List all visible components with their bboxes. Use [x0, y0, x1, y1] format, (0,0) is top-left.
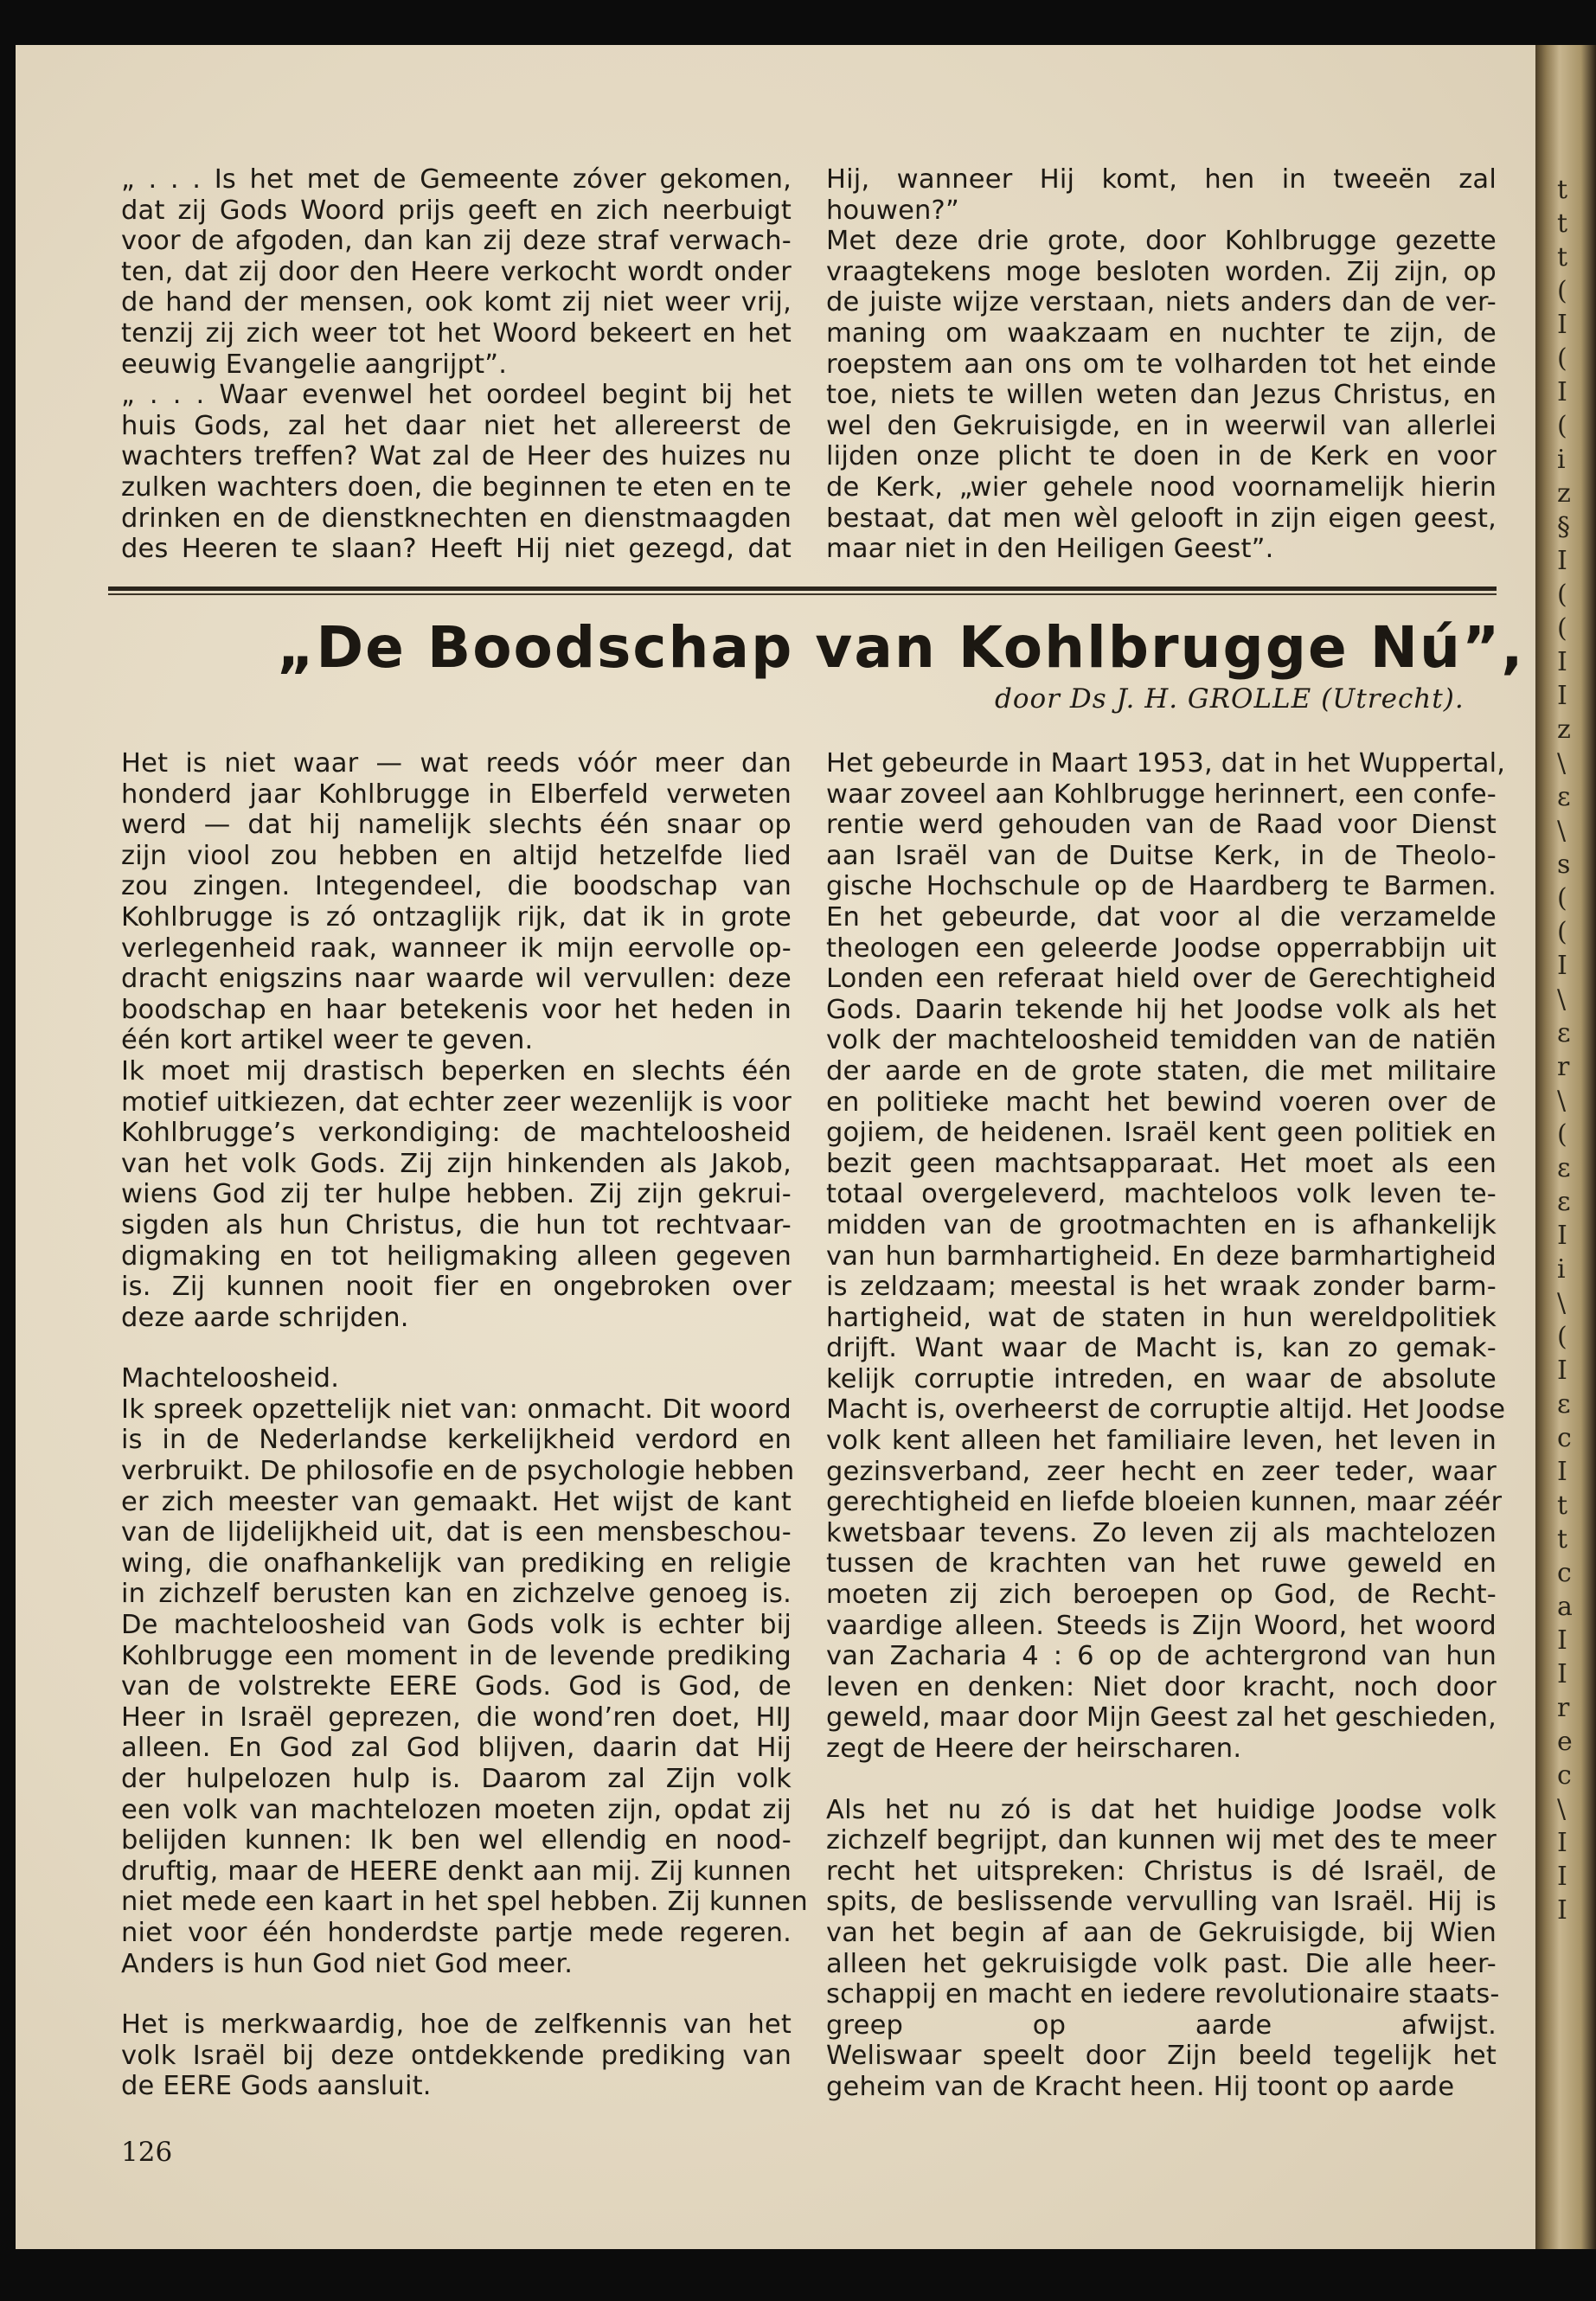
text-line: van Zacharia 4 : 6 op de achtergrond van hun [826, 1641, 1497, 1672]
margin-letter: I [1557, 310, 1567, 340]
text-line: sigden als hun Christus, die hun tot rechtvaar- [121, 1209, 792, 1240]
paragraph [121, 1394, 808, 1979]
text-line: dracht enigszins naar waarde wil vervullen: deze [121, 964, 792, 995]
margin-letter: t [1557, 175, 1568, 205]
text-line: gojiem, de heidenen. Israël kent geen politiek en [826, 1118, 1497, 1149]
margin-letter: \ [1557, 984, 1567, 1015]
margin-letter: \ [1557, 748, 1567, 779]
text-line: leven en denken: Niet door kracht, noch door [826, 1671, 1497, 1702]
article-title: „De Boodschap van Kohlbrugge Nú”, [277, 614, 1525, 681]
text-line: eeuwig Evangelie aangrijpt”. [121, 349, 508, 380]
text-line: maning om waakzaam en nuchter te zijn, de [826, 317, 1497, 349]
page-number: 126 [121, 2137, 173, 2168]
text-line: gerechtigheid en liefde bloeien kunnen, maar zéér [826, 1487, 1503, 1518]
margin-letter: ( [1557, 1119, 1567, 1150]
text-line: roepstem aan ons om te volharden tot het einde [826, 349, 1497, 380]
margin-letter: ( [1557, 411, 1567, 441]
bottom-left-column [121, 748, 808, 2102]
text-line: werd — dat hij namelijk slechts één snaar op [121, 810, 792, 841]
margin-letter: I [1557, 1625, 1567, 1656]
text-line: niet mede een kaart in het spel hebben. Zij kunnen [121, 1887, 808, 1918]
text-line: Ik moet mij drastisch beperken en slechts één [121, 1055, 792, 1086]
text-line: zegt de Heere der heirscharen. [826, 1734, 1242, 1764]
text-line: belijden kunnen: Ik ben wel ellendig en nood- [121, 1825, 792, 1856]
text-line: huis Gods, zal het daar niet het allereerst de [121, 410, 792, 441]
text-line: van hun barmhartigheid. En deze barmhartigheid [826, 1240, 1497, 1272]
margin-letter: i [1557, 1254, 1566, 1285]
text-line: moeten zij zich beroepen op God, de Recht- [826, 1580, 1497, 1611]
margin-letter: I [1557, 377, 1567, 407]
margin-letter: ( [1557, 1322, 1567, 1352]
margin-letter: \ [1557, 1086, 1567, 1116]
section-divider-rule [108, 586, 1497, 591]
text-line: Het is merkwaardig, hoe de zelfkennis van het [121, 2009, 792, 2041]
text-line: kwetsbaar tevens. Zo leven zij als machtelozen [826, 1517, 1497, 1548]
text-line: dat zij Gods Woord prijs geeft en zich neerbuigt [121, 195, 792, 226]
text-line: verlegenheid raak, wanneer ik mijn eervolle op- [121, 933, 792, 964]
margin-letter: c [1557, 1423, 1572, 1453]
text-line: lijden onze plicht te doen in de Kerk en voor [826, 441, 1497, 472]
text-line: is zeldzaam; meestal is het wraak zonder barm- [826, 1272, 1497, 1303]
margin-letter: \ [1557, 1288, 1567, 1318]
text-line: En het gebeurde, dat voor al die verzamelde [826, 901, 1497, 933]
text-line: Machteloosheid. [121, 1363, 340, 1394]
margin-letter: a [1557, 1592, 1573, 1622]
text-line: wel den Gekruisigde, en in weerwil van allerlei [826, 410, 1497, 441]
text-line: maar niet in den Heiligen Geest”. [826, 534, 1274, 565]
text-line: midden van de grootmachten en is afhankelijk [826, 1209, 1497, 1240]
text-line: druftig, maar de HEERE denkt aan mij. Zij kunnen [121, 1856, 792, 1887]
text-line: tenzij zij zich weer tot het Woord bekeert en het [121, 317, 792, 349]
text-line: voor de afgoden, dan kan zij deze straf verwach- [121, 226, 792, 257]
text-line: drijft. Want waar de Macht is, kan zo gemak- [826, 1333, 1497, 1364]
margin-letter: s [1557, 849, 1571, 880]
text-line: waar zoveel aan Kohlbrugge herinnert, een confe- [826, 779, 1497, 810]
text-line: Anders is hun God niet God meer. [121, 1948, 574, 1979]
text-line: tussen de krachten van het ruwe geweld en [826, 1548, 1497, 1580]
margin-letter: I [1557, 1356, 1567, 1386]
margin-letter: \ [1557, 1794, 1567, 1824]
margin-letter: ( [1557, 883, 1567, 913]
text-line: is. Zij kunnen nooit fier en ongebroken over [121, 1272, 792, 1303]
top-right-column [826, 164, 1497, 565]
text-line: ten, dat zij door den Heere verkocht wordt onder [121, 256, 792, 287]
text-line: Kohlbrugge een moment in de levende prediking [121, 1640, 792, 1671]
margin-letter: \ [1557, 816, 1567, 846]
text-line: kelijk corruptie intreden, en waar de absolute [826, 1363, 1497, 1394]
margin-letter: t [1557, 208, 1568, 239]
section-divider-rule-thin [108, 593, 1497, 595]
margin-letter: I [1557, 1895, 1567, 1926]
text-line: gezinsverband, zeer hecht en zeer teder, waar [826, 1456, 1497, 1487]
margin-letter: t [1557, 242, 1568, 272]
text-line: en politieke macht het bewind voeren over de [826, 1086, 1497, 1118]
text-line: Ik spreek opzettelijk niet van: onmacht. Dit woord [121, 1394, 792, 1425]
text-line: Gods. Daarin tekende hij het Joodse volk als het [826, 994, 1497, 1025]
margin-letter: ( [1557, 580, 1567, 610]
text-line: greep op aarde afwijst. [826, 2009, 1497, 2041]
margin-letter: I [1557, 1457, 1567, 1487]
margin-letter: I [1557, 1659, 1567, 1689]
text-line: honderd jaar Kohlbrugge in Elberfeld verweten [121, 779, 792, 810]
text-line: De machteloosheid van Gods volk is echter bij [121, 1610, 792, 1641]
top-left-column [121, 164, 792, 565]
text-line: zou zingen. Integendeel, die boodschap van [121, 871, 792, 902]
margin-letter: I [1557, 546, 1567, 576]
margin-letter: c [1557, 1760, 1572, 1791]
margin-letter: z [1557, 478, 1571, 509]
margin-letter: t [1557, 1490, 1568, 1521]
text-line: Het is niet waar — wat reeds vóór meer dan [121, 748, 792, 779]
text-line: vaardige alleen. Steeds is Zijn Woord, het woord [826, 1610, 1497, 1641]
text-line: Londen een referaat hield over de Gerechtigheid [826, 964, 1497, 995]
text-line: zulken wachters doen, die beginnen te eten en te [121, 471, 792, 503]
margin-letter: r [1557, 1052, 1570, 1082]
bottom-right-column [826, 748, 1506, 2103]
margin-letter: I [1557, 681, 1567, 711]
text-line: bezit geen machtsapparaat. Het moet als een [826, 1148, 1497, 1179]
text-line: één kort artikel weer te geven. [121, 1025, 534, 1056]
text-line: recht het uitspreken: Christus is dé Israël, de [826, 1856, 1497, 1887]
text-line: toe, niets te willen weten dan Jezus Christus, en [826, 380, 1497, 411]
margin-letter: I [1557, 1862, 1567, 1892]
text-line: boodschap en haar betekenis voor het heden in [121, 994, 792, 1025]
margin-letter: ( [1557, 613, 1567, 644]
text-line: wing, die onafhankelijk van prediking en religie [121, 1548, 792, 1579]
text-line: motief uitkiezen, dat echter zeer wezenlijk is voor [121, 1086, 792, 1118]
text-line: digmaking en tot heiligmaking alleen gegeven [121, 1240, 792, 1272]
text-line: vraagtekens moge besloten worden. Zij zijn, op [826, 256, 1497, 287]
margin-letter: I [1557, 1828, 1567, 1858]
margin-letter: ε [1557, 1389, 1571, 1420]
margin-letter: z [1557, 715, 1571, 745]
margin-letter: I [1557, 951, 1567, 981]
paragraph [826, 1794, 1500, 2103]
text-line: alleen. En God zal God blijven, daarin dat Hij [121, 1733, 792, 1764]
text-line: aan Israël van de Duitse Kerk, in de Theolo- [826, 840, 1497, 871]
text-line: drinken en de dienstknechten en dienstmaagden [121, 503, 792, 534]
margin-letter: ε [1557, 1187, 1571, 1217]
text-line: bestaat, dat men wèl gelooft in zijn eigen geest, [826, 503, 1497, 534]
text-line: van de lijdelijkheid uit, dat is een mensbeschou- [121, 1517, 792, 1548]
margin-letter: t [1557, 1524, 1568, 1554]
text-line: Als het nu zó is dat het huidige Joodse volk [826, 1794, 1497, 1825]
text-line: der hulpelozen hulp is. Daarom zal Zijn volk [121, 1764, 792, 1794]
text-line: een volk van machtelozen moeten zijn, opdat zij [121, 1794, 792, 1825]
text-line: alleen het gekruisigde volk past. Die alle heer- [826, 1948, 1497, 1979]
text-line: rentie werd gehouden van de Raad voor Dienst [826, 810, 1497, 841]
text-line: des Heeren te slaan? Heeft Hij niet gezegd, dat [121, 534, 792, 565]
text-line: Met deze drie grote, door Kohlbrugge gezette [826, 226, 1497, 257]
text-line: zichzelf begrijpt, dan kunnen wij met des te meer [826, 1825, 1497, 1856]
text-line: volk der machteloosheid temidden van de natiën [826, 1025, 1497, 1056]
text-line: in zichzelf berusten kan en zichzelve genoeg is. [121, 1579, 792, 1610]
text-line: is in de Nederlandse kerkelijkheid verdord en [121, 1425, 792, 1456]
text-line: wachters treffen? Wat zal de Heer des huizes nu [121, 441, 792, 472]
paragraph [121, 2009, 792, 2102]
text-line: „ . . . Waar evenwel het oordeel begint bij het [121, 380, 792, 411]
text-line: Macht is, overheerst de corruptie altijd. Het Joodse [826, 1394, 1506, 1426]
text-line: spits, de beslissende vervulling van Israël. Hij is [826, 1887, 1497, 1918]
margin-letter: ( [1557, 276, 1567, 306]
paragraph [121, 1363, 792, 1394]
margin-letter: I [1557, 647, 1567, 677]
text-line: van het volk Gods. Zij zijn hinkenden als Jakob, [121, 1148, 792, 1179]
text-line: „ . . . Is het met de Gemeente zóver gekomen, [121, 164, 792, 195]
margin-letter: § [1557, 512, 1570, 542]
margin-letter: i [1557, 445, 1566, 475]
text-line: houwen?” [826, 195, 959, 226]
margin-letter: ( [1557, 917, 1567, 947]
paragraph [826, 748, 1506, 1765]
text-line: volk kent alleen het familiaire leven, het leven in [826, 1426, 1497, 1457]
text-line: geheim van de Kracht heen. Hij toont op aarde [826, 2071, 1455, 2102]
text-line: de juiste wijze verstaan, niets anders dan de ver- [826, 287, 1497, 318]
text-line: der aarde en de grote staten, die met militaire [826, 1055, 1497, 1086]
text-line: Weliswaar speelt door Zijn beeld tegelijk het [826, 2041, 1497, 2072]
text-line: Heer in Israël geprezen, die wond’ren doet, HIJ [121, 1702, 792, 1733]
text-line: niet voor één honderdste partje mede regeren. [121, 1917, 792, 1948]
text-line: schappij en macht en iedere revolutionaire staats- [826, 1979, 1500, 2010]
text-line: de Kerk, „wier gehele nood voornamelijk hierin [826, 471, 1497, 503]
text-line: deze aarde schrijden. [121, 1302, 409, 1333]
text-line: hartigheid, wat de staten in hun wereldpolitiek [826, 1302, 1497, 1333]
text-line: verbruikt. De philosofie en de psychologie hebben [121, 1456, 795, 1487]
article-byline: door Ds J. H. GROLLE (Utrecht). [995, 683, 1465, 715]
paragraph [121, 1056, 792, 1333]
text-line: Kohlbrugge is zó ontzaglijk rijk, dat ik in grote [121, 901, 792, 933]
text-line: de EERE Gods aansluit. [121, 2071, 432, 2102]
text-line: de hand der mensen, ook komt zij niet weer vrij, [121, 287, 792, 318]
text-line: gische Hochschule op de Haardberg te Barmen. [826, 871, 1497, 902]
margin-letter: e [1557, 1727, 1573, 1757]
text-line: volk Israël bij deze ontdekkende prediking van [121, 2040, 792, 2071]
adjacent-page-edge-letters [1557, 173, 1583, 1927]
text-line: geweld, maar door Mijn Geest zal het geschieden, [826, 1702, 1497, 1734]
margin-letter: ε [1557, 1153, 1571, 1183]
text-line: zijn viool zou hebben en altijd hetzelfde lied [121, 840, 792, 871]
text-line: er zich meester van gemaakt. Het wijst de kant [121, 1486, 792, 1517]
margin-letter: ε [1557, 782, 1571, 812]
text-line: Kohlbrugge’s verkondiging: de machteloosheid [121, 1118, 792, 1149]
paragraph [121, 748, 792, 1056]
text-line: totaal overgeleverd, machteloos volk leven te- [826, 1179, 1497, 1210]
margin-letter: ( [1557, 343, 1567, 374]
margin-letter: r [1557, 1693, 1570, 1723]
text-line: van de volstrekte EERE Gods. God is God, de [121, 1671, 792, 1702]
margin-letter: ε [1557, 1018, 1571, 1048]
text-line: van het begin af aan de Gekruisigde, bij Wien [826, 1917, 1497, 1948]
text-line: Hij, wanneer Hij komt, hen in tweeën zal [826, 164, 1497, 195]
text-line: wiens God zij ter hulpe hebben. Zij zijn gekrui- [121, 1179, 792, 1210]
margin-letter: I [1557, 1221, 1567, 1251]
text-line: theologen een geleerde Joodse opperrabbijn uit [826, 933, 1497, 964]
text-line: Het gebeurde in Maart 1953, dat in het Wuppertal, [826, 748, 1506, 779]
margin-letter: c [1557, 1558, 1572, 1588]
